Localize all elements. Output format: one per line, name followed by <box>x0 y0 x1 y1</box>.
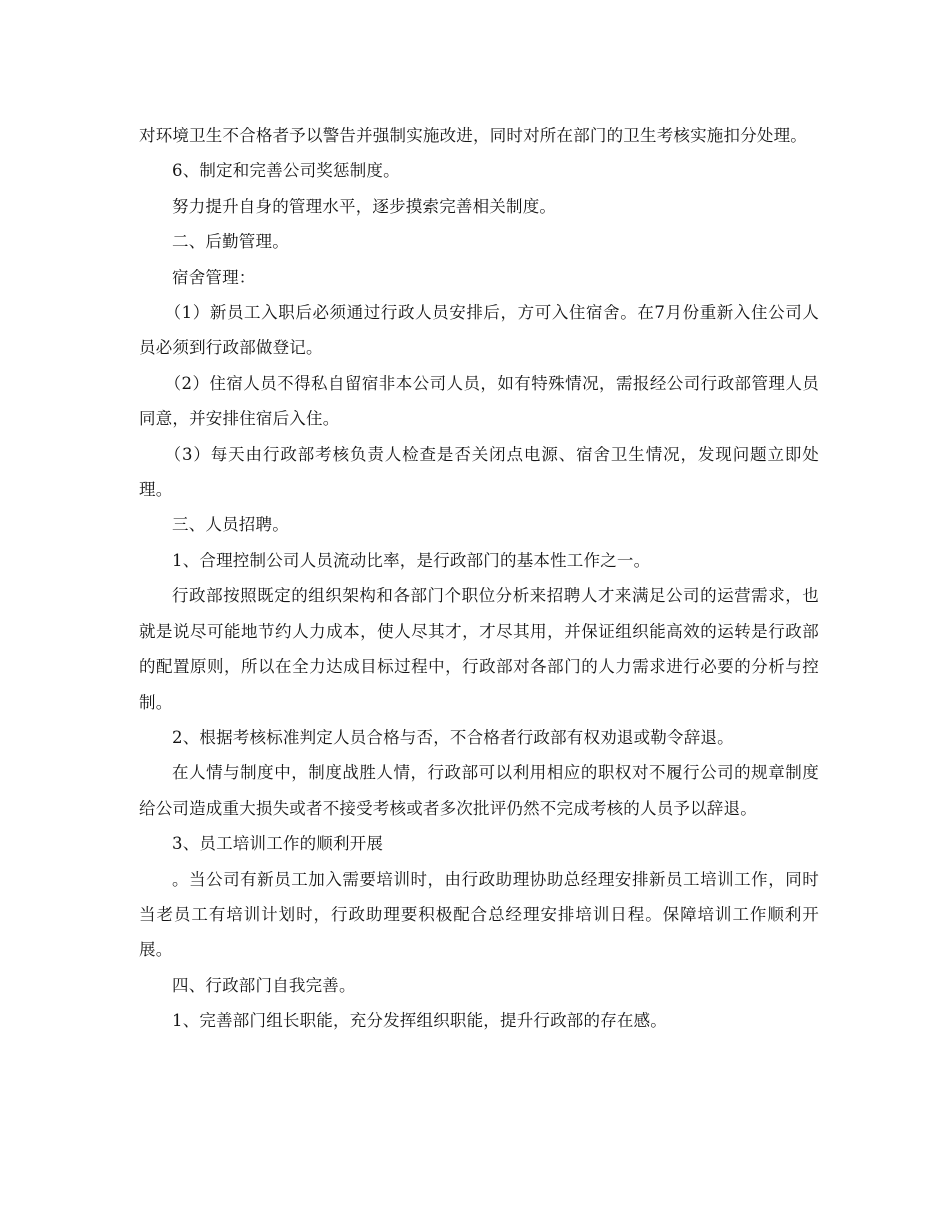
list-item: （3）每天由行政部考核负责人检查是否关闭点电源、宿舍卫生情况，发现问题立即处理。 <box>139 444 819 500</box>
paragraph: 3、员工培训工作的顺利开展 <box>172 834 384 854</box>
paragraph: 。当公司有新员工加入需要培训时，由行政助理协助总经理安排新员工培训工作，同时当老员工有培训计划时，行政助理要积极配合总经理安排培训日程。保障培训工作顺利开展。 <box>139 869 819 960</box>
paragraph: 努力提升自身的管理水平，逐步摸索完善相关制度。 <box>172 196 557 216</box>
document-body <box>139 118 819 1039</box>
paragraph: 在人情与制度中，制度战胜人情，行政部可以利用相应的职权对不履行公司的规章制度给公司造成重大损失或者不接受考核或者多次批评仍然不完成考核的人员予以辞退。 <box>139 763 819 818</box>
section-heading: 四、行政部门自我完善。 <box>172 975 356 995</box>
paragraph: 对环境卫生不合格者予以警告并强制实施改进，同时对所在部门的卫生考核实施扣分处理。 <box>139 126 807 145</box>
list-item: （1）新员工入职后必须通过行政人员安排后，方可入住宿舍。在7月份重新入住公司人员必须到行政部做登记。 <box>139 303 819 358</box>
section-heading: 二、后勤管理。 <box>172 232 289 252</box>
paragraph: 宿舍管理： <box>172 267 256 287</box>
paragraph: 行政部按照既定的组织架构和各部门个职位分析来招聘人才来满足公司的运营需求，也就是说尽可能地节约人力成本，使人尽其才，才尽其用，并保证组织能高效的运转是行政部的配置原则，所以在全力达成目标过程中，行政部对各部门的人力需求进行必要的分析与控制。 <box>139 586 819 712</box>
paragraph: 2、根据考核标准判定人员合格与否，不合格者行政部有权劝退或勒令辞退。 <box>172 727 734 747</box>
paragraph: 1、完善部门组长职能，充分发挥组织职能，提升行政部的存在感。 <box>172 1011 667 1031</box>
paragraph: 1、合理控制公司人员流动比率，是行政部门的基本性工作之一。 <box>172 550 651 570</box>
list-item: （2）住宿人员不得私自留宿非本公司人员，如有特殊情况，需报经公司行政部管理人员同意，并安排住宿后入住。 <box>139 373 819 429</box>
section-heading: 三、人员招聘。 <box>172 515 289 535</box>
paragraph: 6、制定和完善公司奖惩制度。 <box>172 161 400 181</box>
